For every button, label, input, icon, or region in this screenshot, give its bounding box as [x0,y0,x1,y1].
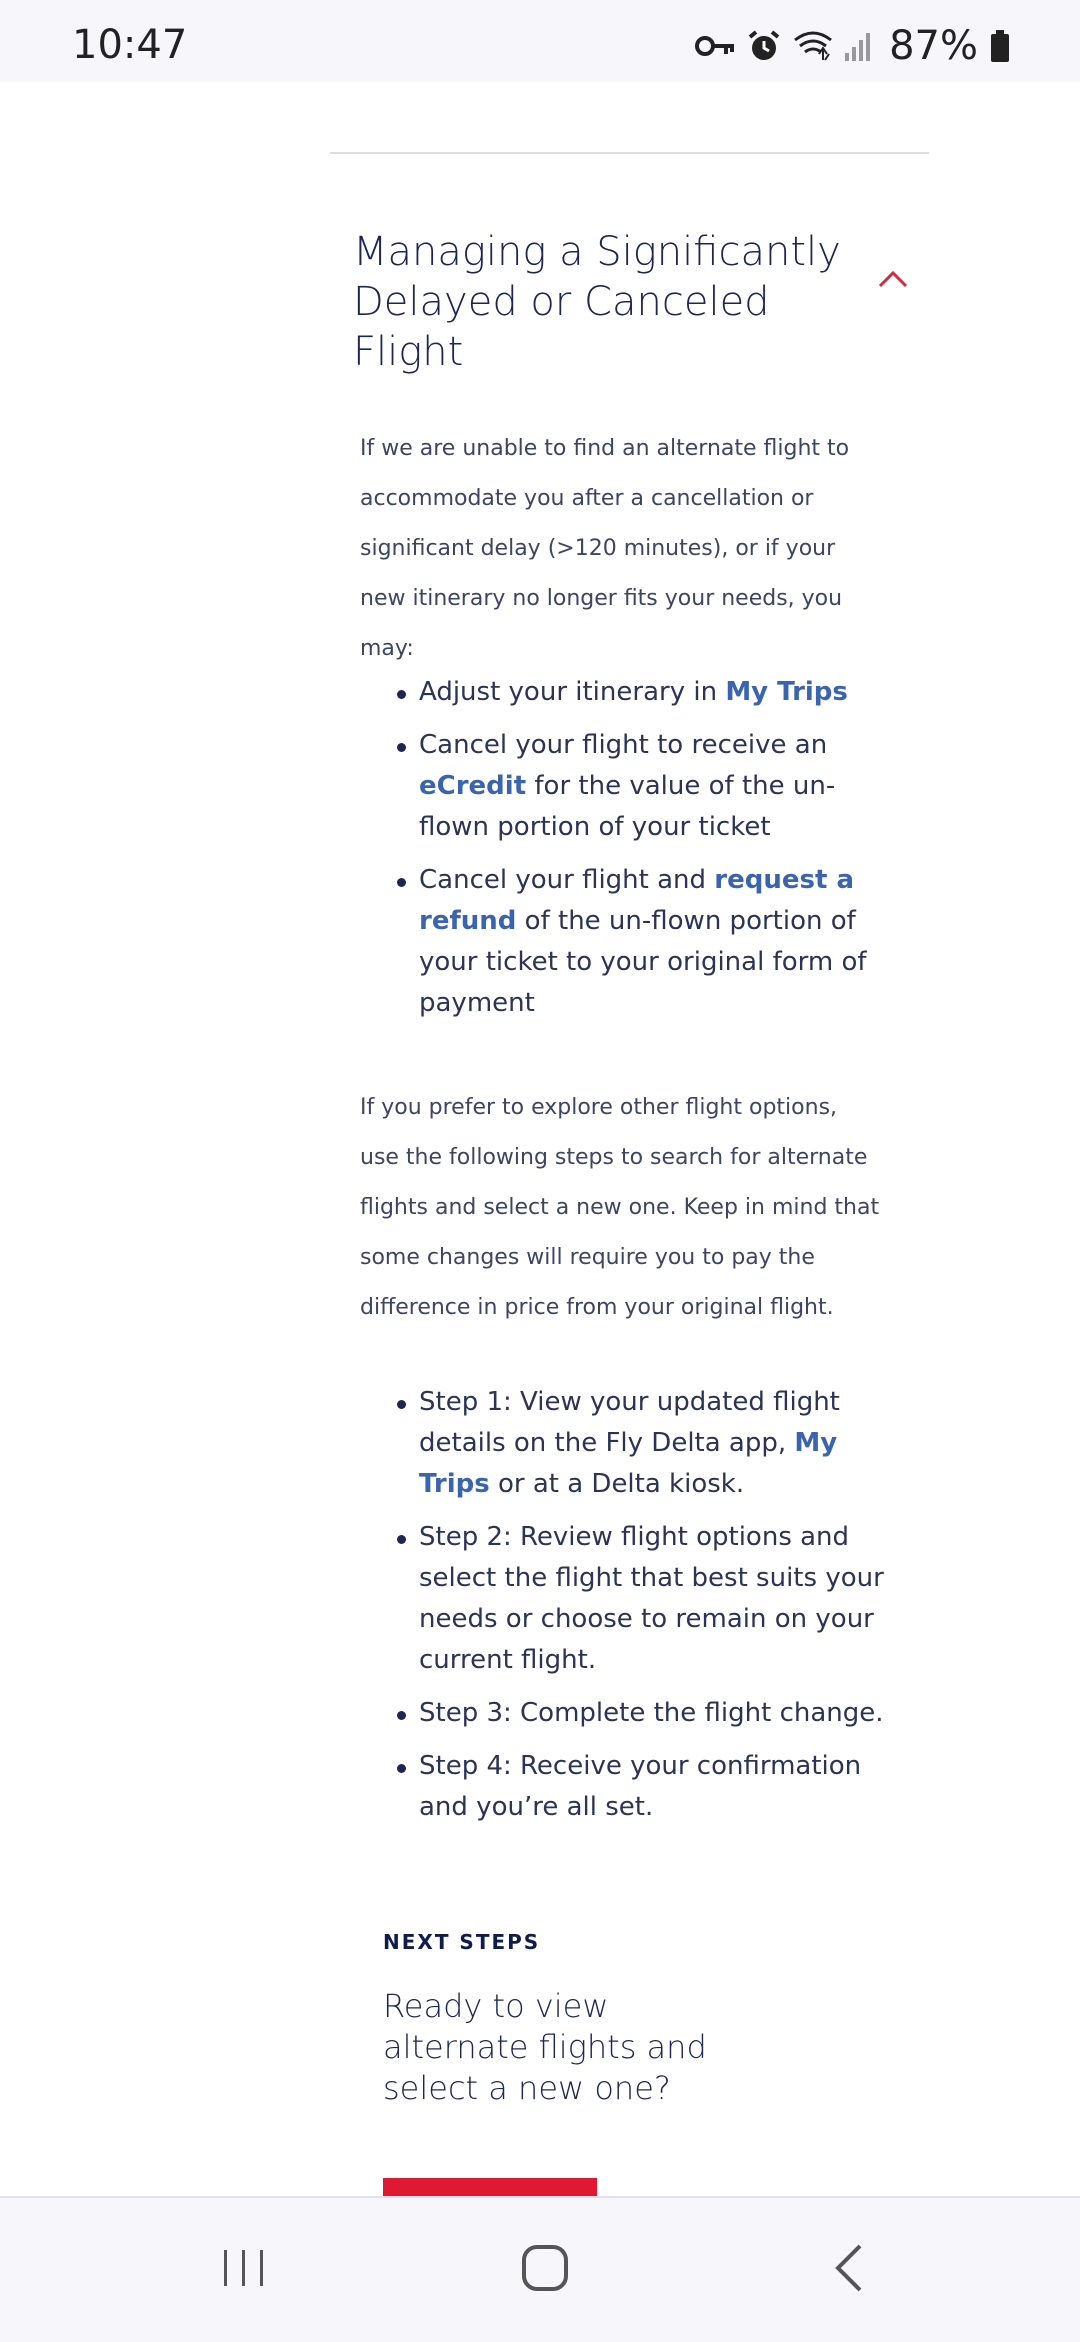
my-trips-link[interactable]: My Trips [725,677,848,707]
list-item [395,1693,895,1734]
list-item [395,1746,895,1828]
list-item [395,725,895,848]
page-content [0,82,1080,2196]
divider [330,152,929,154]
list-item [395,1382,895,1505]
battery-percent: 87% [889,23,978,69]
options-list [395,672,895,1036]
wifi-icon [793,30,833,62]
list-item [395,1517,895,1681]
back-icon[interactable] [820,2238,880,2298]
ecredit-link[interactable]: eCredit [419,771,527,801]
option-text: for the value of the un-flown portion of your ticket [419,771,836,842]
option-text: Cancel your flight and [419,865,715,895]
explore-text: If you prefer to explore other flight options, use the following steps to search for alternate flights and select a new one. Keep in mind that some changes will require you to pay the difference in price from your original flight. [360,1095,880,1320]
step-text: Step 3: Complete the flight change. [419,1698,884,1728]
list-item [395,860,895,1024]
status-icons [695,23,1010,69]
request-refund-link[interactable]: request a refund [419,865,855,936]
option-text: Adjust your itinerary in [419,677,726,707]
step-text: Step 4: Receive your confirmation and you’re all set. [419,1751,862,1822]
status-time: 10:47 [72,22,188,68]
option-text: Cancel your flight to receive an [419,730,828,760]
next-steps-label: NEXT STEPS [383,1930,541,1954]
accordion-title: Managing a Significantly Delayed or Canceled Flight [353,229,841,375]
home-icon[interactable] [515,2238,575,2298]
step-text: or at a Delta kiosk. [489,1469,745,1499]
step-text: Step 2: Review flight options and select the flight that best suits your needs or choose to remain on your current flight. [419,1522,884,1675]
my-trips-link[interactable]: My Trips [419,1428,838,1499]
navigation-bar [0,2196,1080,2342]
signal-icon [845,31,873,61]
intro-text: If we are unable to find an alternate flight to accommodate you after a cancellation or significant delay (>120 minutes), or if your new itinerary no longer fits your needs, you may: [360,436,850,661]
steps-list [395,1382,895,1840]
battery-icon [990,30,1010,62]
step-text: Step 1: View your updated flight details on the Fly Delta app, [419,1387,840,1458]
next-steps-button[interactable] [383,2178,597,2196]
list-item [395,672,895,713]
accordion-header[interactable] [353,227,913,377]
recent-apps-icon[interactable] [214,2238,274,2298]
vpn-key-icon [695,34,735,58]
option-text: of the un-flown portion of your ticket to your original form of payment [419,906,867,1018]
chevron-up-icon[interactable] [878,269,908,289]
status-bar [0,0,1080,82]
alarm-icon [747,29,781,63]
next-steps-heading: Ready to view alternate flights and select a new one? [383,1987,707,2107]
